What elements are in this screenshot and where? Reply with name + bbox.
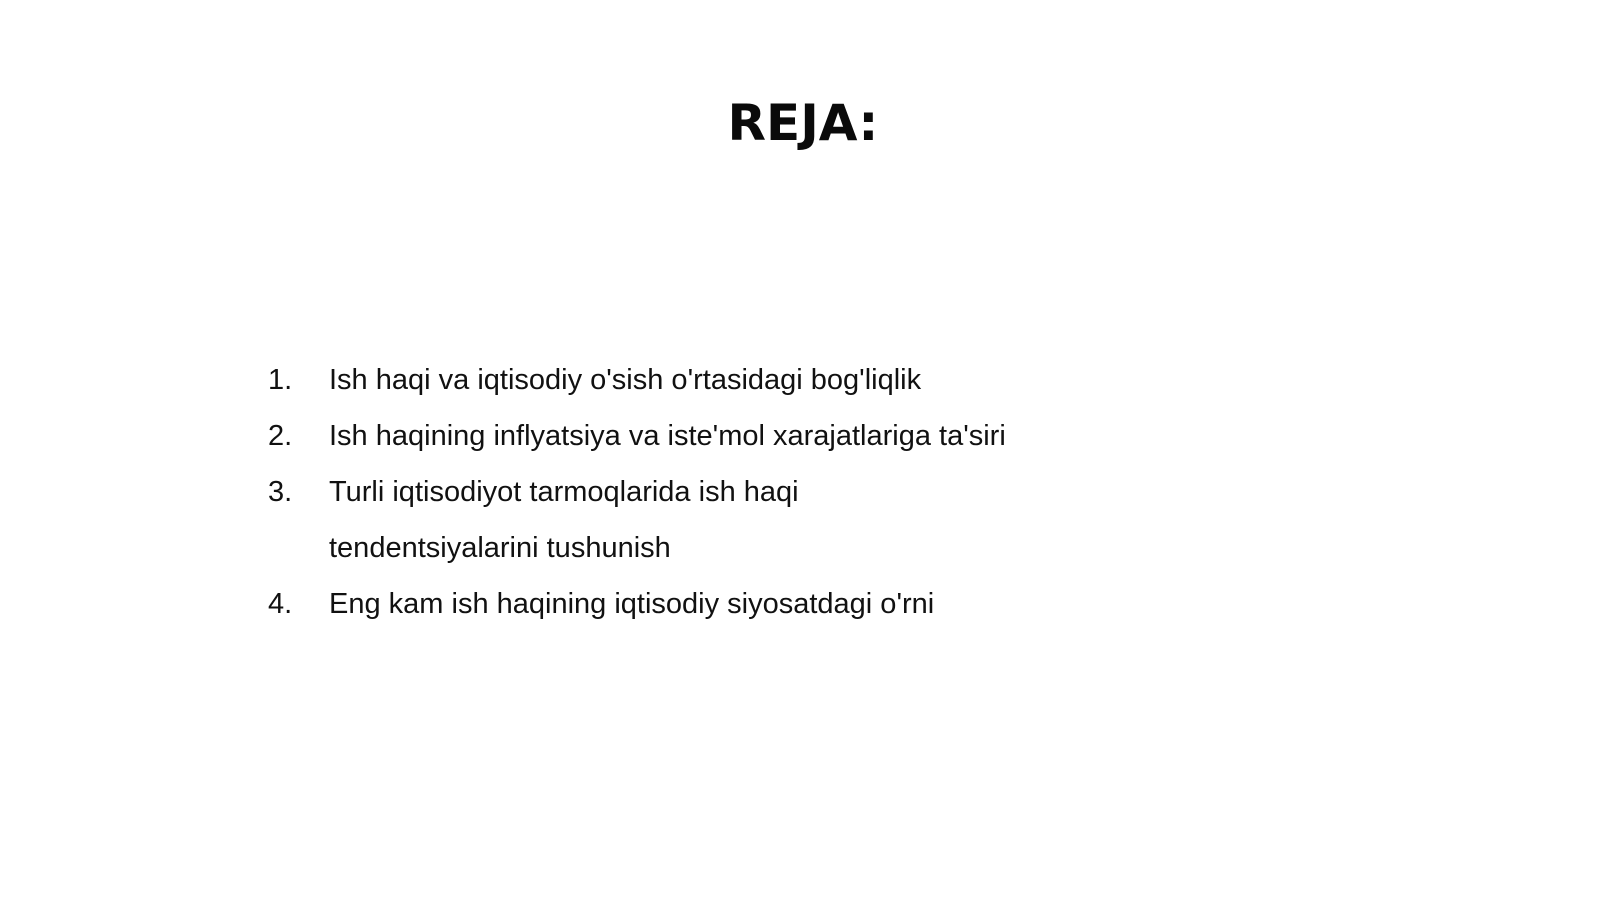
list-item [268,576,1008,632]
list-item-number: 1. [268,364,293,396]
slide-title: REJA: [727,94,879,152]
list-item-text: Turli iqtisodiyot tarmoqlarida ish haqi tendentsiyalarini tushunish [329,476,799,564]
list-item-text: Ish haqi va iqtisodiy o'sish o'rtasidagi bog'liqlik [329,364,922,396]
list-item [268,352,1008,408]
list-item [268,408,1008,464]
list-item-text: Eng kam ish haqining iqtisodiy siyosatdagi o'rni [329,588,935,620]
list-item-text: Ish haqining inflyatsiya va iste'mol xarajatlariga ta'siri [329,420,1006,452]
plan-list [268,352,1008,632]
list-item-number: 2. [268,420,293,452]
list-item-number: 3. [268,476,293,508]
list-item-number: 4. [268,588,293,620]
list-item [268,464,1008,576]
